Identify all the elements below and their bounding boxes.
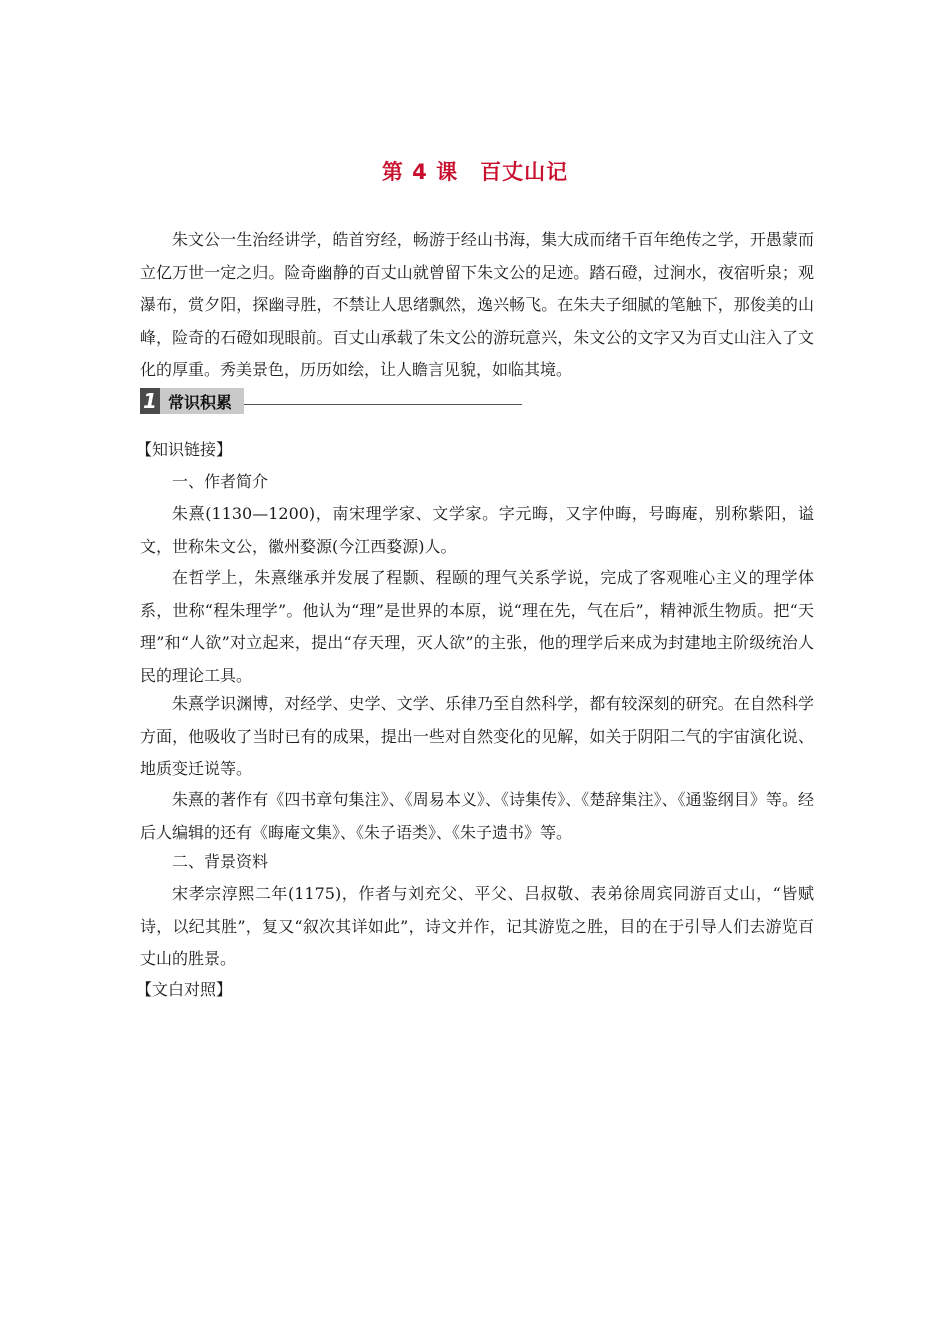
- intro-paragraph: 朱文公一生治经讲学，皓首穷经，畅游于经山书海，集大成而绪千百年绝传之学，开愚蒙而立亿万世一定之归。险奇幽静的百丈山就曾留下朱文公的足迹。踏石磴，过涧水，夜宿听泉；观瀑布，赏夕阳，探幽寻胜，不禁让人思绪飘然，逸兴畅飞。在朱夫子细腻的笔触下，那俊美的山峰，险奇的石磴如现眼前。百丈山承载了朱文公的游玩意兴，朱文公的文字又为百丈山注入了文化的厚重。秀美景色，历历如绘，让人瞻言见貌，如临其境。: [140, 230, 814, 379]
- author-paragraph: 朱熹(1130—1200)，南宋理学家、文学家。字元晦，又字仲晦，号晦庵，别称紫阳，谥文，世称朱文公，徽州婺源(今江西婺源)人。: [140, 504, 814, 556]
- contrast-label: 【文白对照】: [136, 980, 233, 999]
- author-paragraph: 朱熹的著作有《四书章句集注》、《周易本义》、《诗集传》、《楚辞集注》、《通鉴纲目》等。经后人编辑的还有《晦庵文集》、《朱子语类》、《朱子遗书》等。: [140, 790, 814, 842]
- lesson-number: 第 4 课: [381, 160, 459, 184]
- section-header: [140, 388, 522, 414]
- author-heading: 一、作者简介: [172, 472, 269, 491]
- section-number-badge: 1: [140, 388, 160, 414]
- lesson-title: [0, 156, 950, 186]
- section-label: 常识积累: [160, 388, 244, 414]
- knowledge-link-label: 【知识链接】: [136, 440, 233, 459]
- background-heading: 二、背景资料: [172, 852, 269, 871]
- author-paragraph: 朱熹学识渊博，对经学、史学、文学、乐律乃至自然科学，都有较深刻的研究。在自然科学方面，他吸收了当时已有的成果，提出一些对自然变化的见解，如关于阴阳二气的宇宙演化说、地质变迁说等。: [140, 694, 814, 778]
- background-paragraph: 宋孝宗淳熙二年(1175)，作者与刘充父、平父、吕叔敬、表弟徐周宾同游百丈山，“皆赋诗，以纪其胜”，复又“叙次其详如此”，诗文并作，记其游览之胜，目的在于引导人们去游览百丈山的胜景。: [140, 884, 814, 968]
- section-divider: [244, 404, 522, 405]
- lesson-name: 百丈山记: [480, 160, 569, 184]
- author-paragraph: 在哲学上，朱熹继承并发展了程颢、程颐的理气关系学说，完成了客观唯心主义的理学体系，世称“程朱理学”。他认为“理”是世界的本原，说“理在先，气在后”，精神派生物质。把“天理”和“人欲”对立起来，提出“存天理，灭人欲”的主张，他的理学后来成为封建地主阶级统治人民的理论工具。: [140, 568, 814, 685]
